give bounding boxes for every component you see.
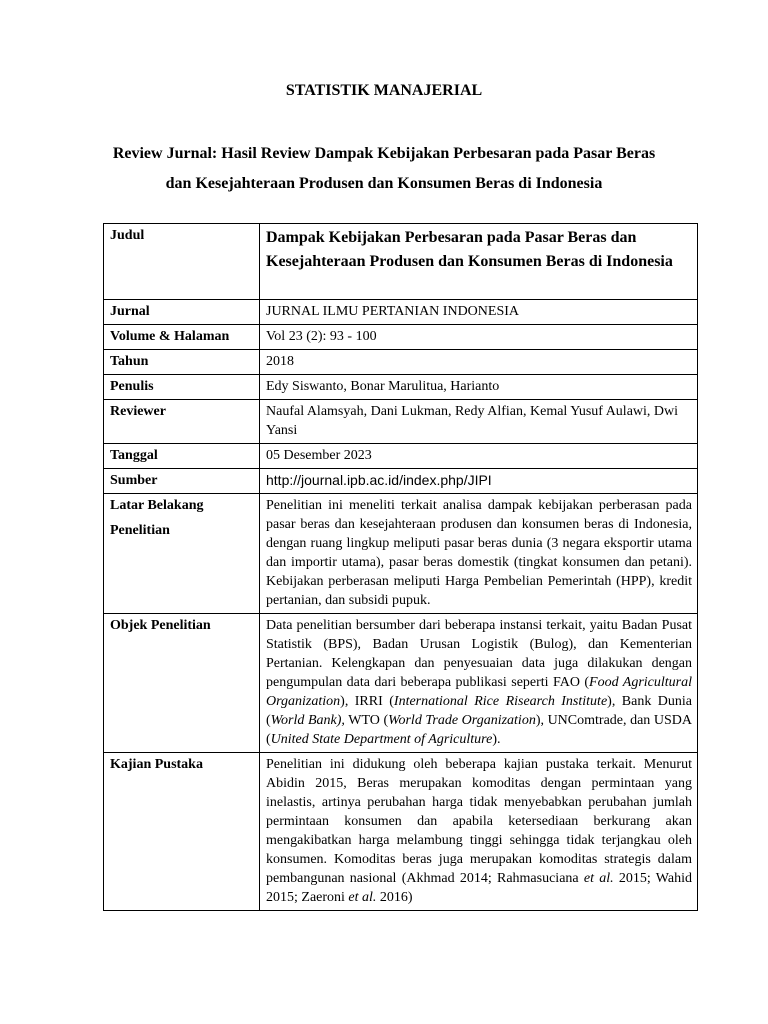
label-jurnal: Jurnal <box>104 300 260 325</box>
objek-usda: United State Department of Agriculture <box>270 732 493 747</box>
objek-world-bank: World Bank), <box>270 713 345 728</box>
value-tanggal: 05 Desember 2023 <box>260 444 698 469</box>
review-table <box>103 223 698 911</box>
table-row-penulis <box>104 375 698 400</box>
value-tahun: 2018 <box>260 350 698 375</box>
table-row-jurnal <box>104 300 698 325</box>
table-row-judul <box>104 224 698 300</box>
label-judul: Judul <box>104 224 260 300</box>
table-row-reviewer <box>104 400 698 444</box>
kajian-et-al-2: et al. <box>348 890 377 905</box>
label-latar-line-2: Penelitian <box>110 523 170 538</box>
value-penulis: Edy Siswanto, Bonar Marulitua, Harianto <box>260 375 698 400</box>
label-latar-belakang <box>104 494 260 614</box>
subtitle-line-2: dan Kesejahteraan Produsen dan Konsumen Beras di Indonesia <box>165 175 603 192</box>
journal-title: Dampak Kebijakan Perbesaran pada Pasar Beras dan Kesejahteraan Produsen dan Konsumen Beras di Indonesia <box>266 229 673 270</box>
table-row-latar-belakang <box>104 494 698 614</box>
value-volume: Vol 23 (2): 93 - 100 <box>260 325 698 350</box>
objek-text-6: ). <box>492 732 501 747</box>
document-title: STATISTIK MANAJERIAL <box>285 82 483 99</box>
kajian-text-3: 2016) <box>376 890 413 905</box>
objek-wto: World Trade Organization <box>388 713 536 728</box>
label-volume: Volume & Halaman <box>104 325 260 350</box>
table-row-tahun <box>104 350 698 375</box>
label-latar-line-1: Latar Belakang <box>110 498 204 513</box>
value-kajian <box>260 753 698 911</box>
objek-fao: Food Agricultural Organization <box>266 675 692 709</box>
label-reviewer: Reviewer <box>104 400 260 444</box>
source-link[interactable]: http://journal.ipb.ac.id/index.php/JIPI <box>260 469 698 494</box>
objek-irri: International Rice Risearch Institute <box>393 694 608 709</box>
value-latar-belakang: Penelitian ini meneliti terkait analisa dampak kebijakan perberasan pada pasar beras dan kesejahteraan produsen dan konsumen beras di Indonesia, dengan ruang lingkup meliputi pasar beras dunia (3 negara eksportir utama dan importir utama), pasar beras domestik (tingkat konsumen dan petani). Kebijakan perberasan meliputi Harga Pembelian Pemerintah (HPP), kredit pertanian, dan subsidi pupuk. <box>260 494 698 614</box>
value-judul <box>260 224 698 300</box>
objek-text-1: Data penelitian bersumber dari beberapa instansi terkait, yaitu Badan Pusat Statistik (BPS), Badan Urusan Logistik (Bulog), dan Kementerian Pertanian. Kelengkapan dan penyesuaian data juga dilakukan dengan pengumpulan data dari beberapa publikasi seperti FAO ( <box>266 618 692 690</box>
kajian-et-al-1: et al. <box>583 871 614 886</box>
subtitle-line-1: Review Jurnal: Hasil Review Dampak Kebijakan Perbesaran pada Pasar Beras <box>112 145 656 162</box>
label-sumber: Sumber <box>104 469 260 494</box>
label-objek: Objek Penelitian <box>104 614 260 753</box>
table-row-tanggal <box>104 444 698 469</box>
objek-text-3: ), Bank Dunia ( <box>266 694 692 728</box>
value-jurnal: JURNAL ILMU PERTANIAN INDONESIA <box>260 300 698 325</box>
table-row-kajian <box>104 753 698 911</box>
value-reviewer: Naufal Alamsyah, Dani Lukman, Redy Alfian, Kemal Yusuf Aulawi, Dwi Yansi <box>260 400 698 444</box>
label-kajian: Kajian Pustaka <box>104 753 260 911</box>
objek-text-2: ), IRRI ( <box>340 694 394 709</box>
kajian-text-2: 2015; Wahid 2015; Zaeroni <box>266 871 693 905</box>
label-tahun: Tahun <box>104 350 260 375</box>
label-penulis: Penulis <box>104 375 260 400</box>
label-tanggal: Tanggal <box>104 444 260 469</box>
document-subtitle <box>60 139 708 199</box>
value-objek <box>260 614 698 753</box>
kajian-text-1: Penelitian ini didukung oleh beberapa kajian pustaka terkait. Menurut Abidin 2015, Beras merupakan komoditas dengan permintaan yang inelastis, artinya perubahan harga tidak menyebabkan perubahan jumlah permintaan konsumen dan apabila ketersediaan berkurang akan mengakibatkan harga melambung tinggi sehingga tidak terjangkau oleh konsumen. Komoditas beras juga merupakan komoditas strategis dalam pembangunan nasional (Akhmad 2014; Rahmasuciana <box>266 757 692 886</box>
objek-text-4: WTO ( <box>344 713 389 728</box>
table-row-sumber <box>104 469 698 494</box>
table-row-volume <box>104 325 698 350</box>
objek-text-5: ), UNComtrade, dan USDA ( <box>266 713 692 747</box>
table-row-objek <box>104 614 698 753</box>
